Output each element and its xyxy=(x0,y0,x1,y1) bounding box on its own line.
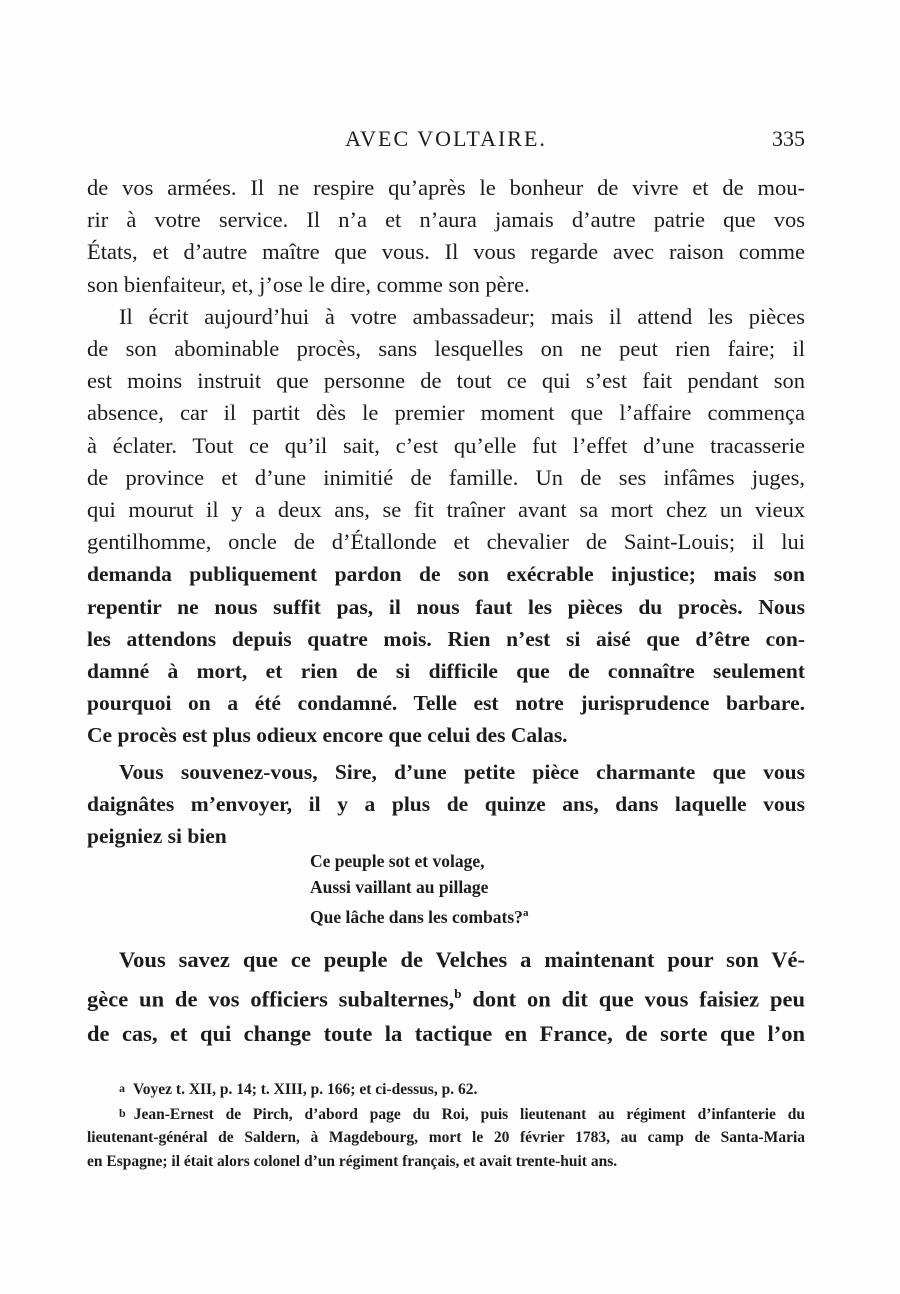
text-line: est moins instruit que personne de tout ce qui s’est fait pendant son xyxy=(87,368,805,394)
text-line: Ce procès est plus odieux encore que celui des Calas. xyxy=(87,723,568,748)
footnote-mark: a xyxy=(119,1081,125,1095)
text-line: Il écrit aujourd’hui à votre ambassadeur; mais il attend les pièces xyxy=(119,303,805,329)
footnotes xyxy=(87,1077,805,1173)
text-line: peigniez si bien xyxy=(87,824,227,849)
footnote-b xyxy=(87,1102,805,1127)
text-line: de son abominable procès, sans lesquelles on ne peut rien faire; il xyxy=(87,336,805,362)
text-segment: dont on dit que vous faisiez peu xyxy=(461,986,805,1012)
text-line: qui mourut il y a deux ans, se fit traîner avant sa mort chez un vieux xyxy=(87,497,805,523)
verse-line-text: Que lâche dans les combats? xyxy=(310,906,523,927)
running-title: AVEC VOLTAIRE. xyxy=(345,126,547,151)
verse-line: Aussi vaillant au pillage xyxy=(310,877,489,897)
main-text xyxy=(87,172,805,852)
text-line: Vous souvenez-vous, Sire, d’une petite pièce charmante que vous xyxy=(119,759,805,784)
text-line: de vos armées. Il ne respire qu’après le bonheur de vivre et de mou- xyxy=(87,175,805,200)
page-number: 335 xyxy=(772,126,805,151)
footnote-text: Jean-Ernest de Pirch, d’abord page du Roi, puis lieutenant au régiment d’infanterie du xyxy=(133,1105,805,1123)
verse-line xyxy=(310,900,528,930)
paragraph-3 xyxy=(87,756,805,853)
text-line: absence, car il partit dès le premier moment que l’affaire commença xyxy=(87,400,805,426)
verse-line: Ce peuple sot et volage, xyxy=(310,851,485,871)
text-line: son bienfaiteur, et, j’ose le dire, comme son père. xyxy=(87,271,530,297)
footnote-a xyxy=(87,1077,805,1102)
text-line: à éclater. Tout ce qu’il sait, c’est qu’elle fut l’effet d’une tracasserie xyxy=(87,432,805,458)
text-line: pourquoi on a été condamné. Telle est notre jurisprudence barbare. xyxy=(87,691,805,716)
text-line: Vous savez que ce peuple de Velches a maintenant pour son Vé- xyxy=(119,947,805,972)
paragraph-4 xyxy=(87,943,805,1051)
text-line: de cas, et qui change toute la tactique en France, de sorte que l’on xyxy=(87,1020,805,1046)
text-line: demanda publiquement pardon de son exécrable injustice; mais son xyxy=(87,562,805,587)
footnote-ref-b[interactable]: b xyxy=(454,986,462,1001)
text-line: repentir ne nous suffit pas, il nous faut les pièces du procès. Nous xyxy=(87,594,805,619)
text-line: de province et d’une inimitié de famille. Un de ses infâmes juges, xyxy=(87,464,805,490)
footnote-mark: b xyxy=(119,1105,126,1120)
verse-quotation xyxy=(310,848,528,930)
footnote-ref-a[interactable]: a xyxy=(522,907,529,919)
paragraph-1 xyxy=(87,172,805,301)
paragraph-2 xyxy=(87,301,805,752)
text-line: gentilhomme, oncle de d’Étallonde et chevalier de Saint-Louis; il lui xyxy=(87,529,805,555)
footnote-text: Voyez t. XII, p. 14; t. XIII, p. 166; et ci-dessus, p. 62. xyxy=(133,1081,478,1098)
text-line: rir à votre service. Il n’a et n’aura jamais d’autre patrie que vos xyxy=(87,207,805,233)
text-line: damné à mort, et rien de si difficile que de connaître seulement xyxy=(87,659,805,684)
text-line: États, et d’autre maître que vous. Il vous regarde avec raison comme xyxy=(87,239,805,265)
footnote-line: en Espagne; il était alors colonel d’un régiment français, et avait trente-huit ans. xyxy=(87,1152,618,1170)
footnote-line: lieutenant-général de Saldern, à Magdebourg, mort le 20 février 1783, au camp de Santa-Maria xyxy=(87,1129,805,1146)
text-segment: gèce un de vos officiers subalternes, xyxy=(87,986,455,1012)
text-line: les attendons depuis quatre mois. Rien n’est si aisé que d’être con- xyxy=(87,626,805,651)
running-header xyxy=(87,126,805,158)
text-line xyxy=(87,977,805,1017)
text-line: daignâtes m’envoyer, il y a plus de quinze ans, dans laquelle vous xyxy=(87,791,805,816)
